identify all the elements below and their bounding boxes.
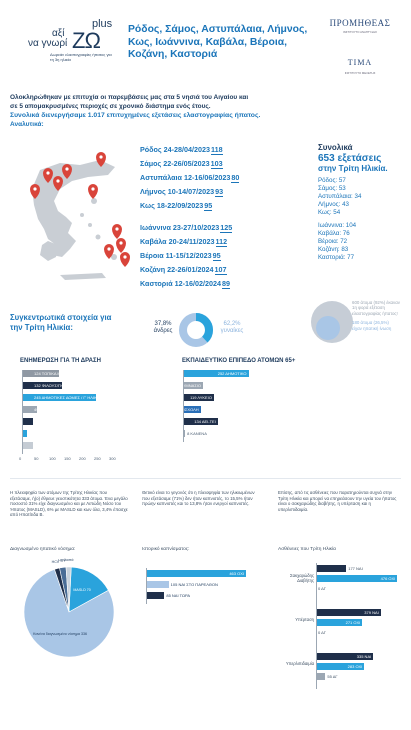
event-label: Καστοριά 12-16/02/2024	[140, 279, 221, 288]
chart5-category: Υπερλιπιδαιμία	[285, 661, 314, 666]
men-label: άνδρες	[153, 328, 173, 334]
totals-title: Συνολικά	[318, 143, 353, 152]
chart1-tick: 150	[64, 456, 71, 461]
note1-line3: ελαστογραφίας ήπατος!	[352, 310, 398, 316]
chart2-bar-label: 252 ΔΗΜΟΤΙΚΟ	[217, 371, 247, 376]
chart4-title: Ιστορικό καπνίσματος:	[142, 547, 190, 552]
chart1-bar-label: 132 ΦΙΛΟΥΣ/ΓΝΩΣΤΟΥΣ	[34, 383, 79, 388]
chart2-bar	[183, 394, 214, 401]
marker-rodos	[120, 252, 130, 267]
logo-line1: αξί	[52, 28, 65, 39]
event-label: Κοζάνη 22-26/01/2024	[140, 265, 214, 274]
totals-sub: στην Τρίτη Ηλικία.	[318, 164, 388, 173]
chart5-bar-label: 0 ΔΓ	[318, 630, 326, 635]
chart2-bar	[171, 406, 201, 413]
marker-kos	[116, 238, 126, 253]
event-label: Κως 18-22/09/2023	[140, 201, 204, 210]
chart5-bar-label: 379 ΝΑΙ	[364, 610, 379, 615]
intro-line1: Ολοκληρώθηκαν με επιτυχία οι παρεμβάσεις μας στα 5 νησιά του Αιγαίου και	[10, 94, 249, 101]
chart2-title: ΕΚΠΑΙΔΕΥΤΙΚΟ ΕΠΙΠΕΔΟ ΑΤΟΜΩΝ 65+	[182, 358, 296, 364]
chart4-bar	[146, 570, 246, 577]
partner-tima	[325, 58, 395, 75]
totals-item: Καβάλα: 76	[318, 230, 350, 237]
event-row	[140, 201, 212, 211]
peloponnese-shape	[40, 241, 58, 261]
chart4-bar-label: 105 ΝΑΙ ΣΤΟ ΠΑΡΕΛΘΟΝ	[170, 582, 218, 587]
chart1-bar	[22, 430, 59, 437]
first-time-circles	[310, 298, 354, 346]
totals-item: Λήμνος: 43	[318, 201, 349, 208]
totals-headline: 653 εξετάσεις	[318, 153, 382, 164]
chart1-tick: 250	[94, 456, 101, 461]
chart1-bar-label: 36 ΑΛΛΟ	[34, 443, 51, 448]
totals-item: Αστυπάλαια: 34	[318, 193, 362, 200]
note2-line1: 180 άτομα (26,5%)	[352, 320, 389, 326]
chart5-bar	[316, 663, 364, 670]
partner1-sub: ΙΝΣΤΙΤΟΥΤΟ ΑΝΑΠΤΥΞΗΣ	[343, 30, 377, 34]
summary-title	[10, 313, 111, 333]
event-label: Ρόδος 24-28/04/2023	[140, 145, 211, 154]
chart2	[171, 370, 261, 442]
event-label: Σάμος 22-26/05/2023	[140, 159, 210, 168]
chart1-ticks	[19, 456, 116, 462]
chart1-bar-label: 124 ΤΟΠΙΚΑ ΜΕΣΑ	[34, 371, 69, 376]
marker-limnos	[88, 184, 98, 199]
chart2-bar	[183, 370, 249, 377]
chart4	[146, 570, 256, 610]
crete-shape	[60, 273, 106, 280]
chart2-bar-label: 77 ΓΥΜΝΑΣΙΟ	[175, 383, 202, 388]
chart5-bar-label: 177 ΝΑΙ	[348, 566, 363, 571]
event-label: Καβάλα 20-24/11/2023	[140, 237, 215, 246]
summary-title-line2: την Τρίτη Ηλικία:	[10, 323, 73, 332]
totals-item: Σάμος: 53	[318, 185, 346, 192]
chart4-bar	[146, 581, 218, 588]
event-row	[140, 279, 230, 289]
chart1-tick: 200	[79, 456, 86, 461]
totals-item: Καστοριά: 77	[318, 254, 355, 261]
chart5-axis	[316, 563, 317, 689]
women-pct: 62,2%	[223, 321, 241, 327]
chart5-bar-label: 271 ΟΧΙ	[345, 620, 361, 625]
chart2-bar	[175, 382, 203, 389]
chart2-bar	[183, 418, 218, 425]
chart1-bar-label: 15 ΠΡΟΝΟΙΑ	[34, 431, 59, 436]
event-count: 112	[215, 237, 228, 246]
text-col2: Θετικό είναι το γεγονός ότι η πλειοψηφία των ηλικιωμένων που εξετάσαμε (71%) δεν ήταν καπνιστές, το 15,5% ήταν πρώην καπνιστές και το 13,8% ήταν ενεργοί καπνιστές.	[142, 490, 255, 506]
gender-donut	[178, 312, 214, 348]
chart5-bar	[316, 619, 362, 626]
totals-item: Κως: 54	[318, 209, 341, 216]
intro-line3: Συνολικά διενεργήσαμε 1.017 επιτυχημένες εξετάσεις ελαστογραφίας ήπατος.	[10, 112, 261, 119]
summary-title-line1: Συγκεντρωτικά στοιχεία για	[10, 313, 112, 322]
event-count: 103	[210, 159, 223, 168]
totals	[318, 143, 408, 262]
logo-sub: Δωρεάν ελαστογραφίες ήπατος για τη 3η ηλικία	[50, 52, 112, 62]
chart3-title: Διαγνωσμένο ηπατικό νόσημα:	[10, 547, 76, 552]
chart3-label: HBV	[58, 558, 66, 563]
event-label: Βέροια 11-15/12/2023	[140, 251, 212, 260]
event-row	[140, 173, 239, 183]
women-label: γυναίκες	[220, 328, 244, 334]
summary-notes	[352, 300, 410, 331]
note1-line1: 600 άτομα (92%) έκαναν	[352, 300, 400, 305]
divider	[10, 478, 401, 479]
chart1-tick: 300	[109, 456, 116, 461]
chart2-axis	[183, 370, 184, 442]
partner-promitheas	[325, 18, 395, 34]
chart5-bar	[316, 609, 381, 616]
chart3-label: HCV	[51, 559, 60, 564]
chart4-bar-label: 463 ΟΧΙ	[229, 571, 244, 576]
chart4-bar-label: 85 ΝΑΙ ΤΩΡΑ	[166, 593, 191, 598]
event-label: Ιωάννινα 23-27/10/2023	[140, 223, 220, 232]
women-stat	[216, 321, 248, 335]
chart3-label: Λοιπά	[63, 558, 74, 563]
chart1-bar	[22, 406, 60, 413]
totals-item: Ρόδος: 57	[318, 177, 346, 184]
chart1-bar	[22, 418, 54, 425]
chart3-label: Κανένα διαγνωσμένο νόσημα 336	[33, 632, 87, 637]
event-row	[140, 223, 232, 233]
logo	[28, 18, 123, 70]
chart1-title: ΕΝΗΜΕΡΩΣΗ ΓΙΑ ΤΗ ΔΡΑΣΗ	[20, 358, 101, 364]
chart1-bar-label: 49 ΙΝΤΕΡΝΕΤ	[34, 407, 60, 412]
chart1-tick: 100	[49, 456, 56, 461]
event-count: 95	[212, 251, 221, 260]
totals-item: Κοζάνη: 83	[318, 246, 349, 253]
intro-analytics: Αναλυτικά:	[10, 121, 44, 128]
men-pct: 37,8%	[154, 321, 172, 327]
partner2-name: ΤΙΜΑ	[347, 58, 373, 67]
chart5-bar	[316, 653, 373, 660]
event-row	[140, 159, 223, 169]
header-locations: Ρόδος, Σάμος, Αστυπάλαια, Λήμνος, Κως, Ιωάννινα, Καβάλα, Βέροια, Κοζάνη, Καστοριά	[128, 24, 308, 60]
event-label: Λήμνος 10-14/07/2023	[140, 187, 215, 196]
chart2-bar-label: 134 ΑΕΙ-ΤΕΙ	[194, 419, 216, 424]
intro	[10, 93, 405, 129]
chart5-bar	[316, 673, 338, 680]
chart2-bar-label: 68 ΙΕΚ/ΣΧΟΛΗ	[171, 407, 199, 412]
chart1-bar	[22, 382, 79, 389]
totals-group2	[318, 222, 408, 262]
chart5-bar-label: 0 ΔΓ	[318, 586, 326, 591]
event-count: 89	[221, 279, 230, 288]
intro-line2: σε 5 απομακρυσμένες περιοχές σε χρονικό διάστημα ενός έτους.	[10, 103, 211, 110]
chart5-bar-label: 476 ΟΧΙ	[380, 576, 396, 581]
men-stat	[148, 321, 178, 335]
logo-zo: ΖΩ	[72, 28, 100, 53]
chart5-bar	[316, 565, 363, 572]
chart5-bar-label: 55 ΔΓ	[327, 674, 338, 679]
chart5-bar	[316, 575, 397, 582]
chart5	[278, 565, 406, 695]
chart5-category: Υπέρταση	[295, 617, 314, 622]
event-row	[140, 265, 227, 275]
greece-map	[10, 145, 135, 285]
chart3-pie	[14, 557, 124, 667]
event-row	[140, 237, 227, 247]
event-count: 118	[211, 145, 223, 154]
chart1-tick: 50	[34, 456, 39, 461]
logo-line2: να γνωρί	[28, 38, 68, 49]
chart1-axis	[22, 370, 23, 454]
chart5-bar-label: 335 ΝΑΙ	[356, 654, 372, 659]
event-row	[140, 145, 223, 155]
totals-group1	[318, 177, 408, 217]
chart1	[22, 370, 112, 454]
event-count: 93	[215, 187, 224, 196]
text-col1: Η πλειοψηφία των ατόμων της Τρίτης Ηλικίας που εξετάσαμε, ή(ο) έθρευε γευστικότητα 333 άτομα. Ένα μεγάλο ποσοστό 31% είχε διαγνωσμένο και με Λιπώδη Νόσο του Ήπατος (MASLD), 6% με MASLD και κων όλα, 3,4% έπασχε από Ηπατίτιδα Β.	[10, 490, 128, 517]
chart1-bar	[22, 370, 69, 377]
chart1-bar	[22, 442, 51, 449]
note2-line2: είχαν ηπατική ίνωση	[352, 325, 392, 331]
partner2-sub: ΙΝΣΤΙΤΟΥΤΟ ΜΕΛΕΤΗΣ	[344, 71, 376, 75]
chart5-title: Ασθένειες που Τρίτη Ηλικία	[278, 547, 336, 552]
event-count: 125	[220, 223, 233, 232]
note1-line2: 1η φορά εξέταση	[352, 305, 385, 311]
totals-item: Βέροια: 72	[318, 238, 348, 245]
chart1-tick: 0	[19, 456, 22, 461]
chart3-label: MASLD 70	[73, 588, 91, 593]
marker-samos	[112, 224, 122, 239]
event-count: 80	[231, 173, 240, 182]
partner1-name: ΠΡΟΜΗΘΕΑΣ	[329, 18, 391, 28]
chart4-axis	[146, 568, 147, 604]
chart2-bar-label: 119 ΛΥΚΕΙΟ	[190, 395, 212, 400]
event-count: 95	[204, 201, 213, 210]
totals-item: Ιωάννινα: 104	[318, 222, 357, 229]
event-row	[140, 251, 221, 261]
event-label: Αστυπάλαια 12-16/06/2023	[140, 173, 231, 182]
chart4-bar	[146, 592, 191, 599]
chart1-bar-label: 36 ΓΙΑΤΡΟ	[34, 419, 54, 424]
text-col3: Επίσης, από τις ασθένειες που παρατηρούνται συχνά στην Τρίτη Ηλικία και μπορεί να επηρεάσουν την υγεία του ήπατος είναι ο σακχαρώδης διαβήτης, η υπέρταση και η υπερλιπιδαιμία.	[278, 490, 397, 512]
logo-plus: plus	[92, 18, 113, 30]
event-row	[140, 187, 223, 197]
chart5-category: Σακχαρώδης Διαβήτης	[290, 573, 314, 583]
chart1-bar	[22, 394, 103, 401]
event-count: 107	[214, 265, 227, 274]
chart5-bar-label: 283 ΟΧΙ	[347, 664, 363, 669]
chart1-bar-label: 245 ΔΗΜΟΤΙΚΕΣ ΔΟΜΕΣ / Γ' ΗΛΙΚΙΑΣ	[34, 395, 103, 400]
chart2-bar-label: 8 ΚΑΝΕΝΑ	[187, 431, 207, 436]
